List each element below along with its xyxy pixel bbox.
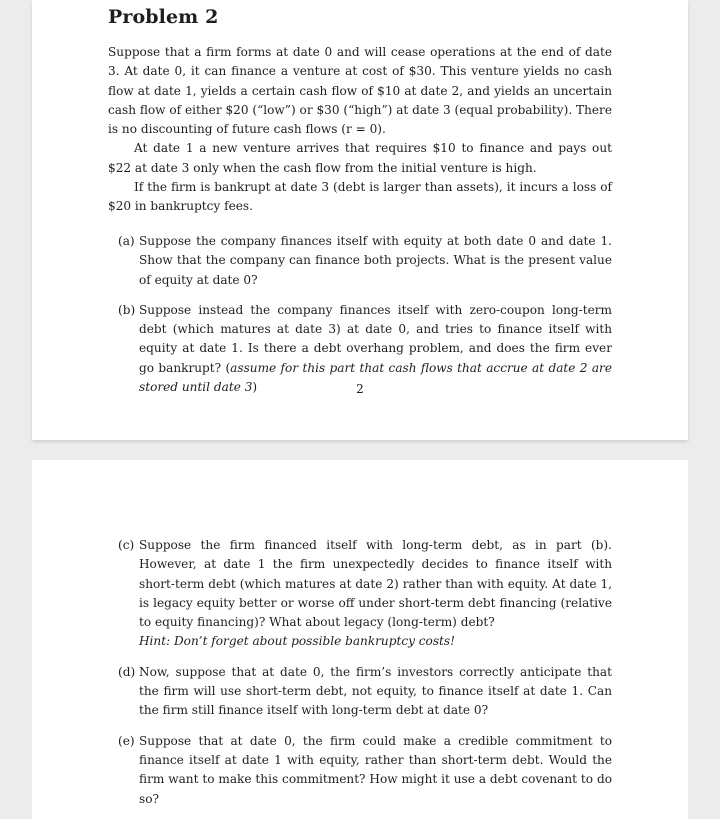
question-e	[108, 732, 612, 809]
paragraph-setup: Suppose that a firm forms at date 0 and will cease operations at the end of date 3. At date 0, it can finance a venture at cost of $30. This venture yields no cash flow at date 1, yields a certain cash flow of $10 at date 2, and yields an uncertain cash flow of either $20 (“low”) or $30 (“high”) at date 3 (equal probability). There is no discounting of future cash flows (r = 0).	[108, 45, 612, 137]
problem-title: Problem 2	[108, 6, 219, 28]
paragraph-bankruptcy: If the firm is bankrupt at date 3 (debt is larger than assets), it incurs a loss of $20 in bankruptcy fees.	[108, 180, 612, 214]
page-number: 2	[356, 382, 364, 396]
question-b-label: (b)	[118, 302, 136, 317]
question-d-label: (d)	[118, 664, 136, 679]
problem-statement	[108, 43, 612, 217]
question-a-text: Suppose the company finances itself with equity at both date 0 and date 1. Show that the company can finance both projects. What is the present value of equity at date 0?	[139, 234, 612, 287]
question-c-text: Suppose the firm financed itself with long-term debt, as in part (b). However, at date 1 the firm unexpectedly decides to finance itself with short-term debt (which matures at date 2) rather than with equity. At date 1, is legacy equity better or worse off under short-term debt financing (relative to equity financing)? What about legacy (long-term) debt?	[139, 538, 612, 630]
question-a-label: (a)	[118, 234, 135, 248]
question-b-text: Suppose instead the company finances itself with zero-coupon long-term debt (which matures at date 3) at date 0, and tries to finance itself with equity at date 1. Is there a debt overhang problem, and does the firm ever go bankrupt? (	[139, 302, 612, 375]
question-list-page-1	[108, 232, 612, 397]
paragraph-new-venture: At date 1 a new venture arrives that requires $10 to finance and pays out $22 at date 3 only when the cash flow from the initial venture is high.	[108, 141, 612, 175]
question-e-text: Suppose that at date 0, the firm could make a credible commitment to finance itself at date 1 with equity, rather than short-term debt. Would the firm want to make this commitment? How might it use a debt covenant to do so?	[139, 733, 612, 806]
question-c	[108, 536, 612, 652]
question-d	[108, 663, 612, 721]
question-b-close: )	[252, 380, 258, 395]
document-page-1	[32, 0, 688, 440]
question-d-text: Now, suppose that at date 0, the firm’s investors correctly anticipate that the firm will use short-term debt, not equity, to finance itself at date 1. Can the firm still finance itself with long-term debt at date 0?	[139, 664, 612, 718]
document-page-2	[32, 460, 688, 819]
question-b-italic-note: assume for this part that cash flows that accrue at date 2 are stored until date 3	[139, 360, 612, 395]
question-a	[108, 232, 612, 290]
question-c-label: (c)	[118, 538, 135, 552]
question-e-label: (e)	[118, 733, 135, 748]
question-list-page-2	[108, 536, 612, 809]
question-c-hint: Hint: Don’t forget about possible bankruptcy costs!	[139, 634, 455, 649]
